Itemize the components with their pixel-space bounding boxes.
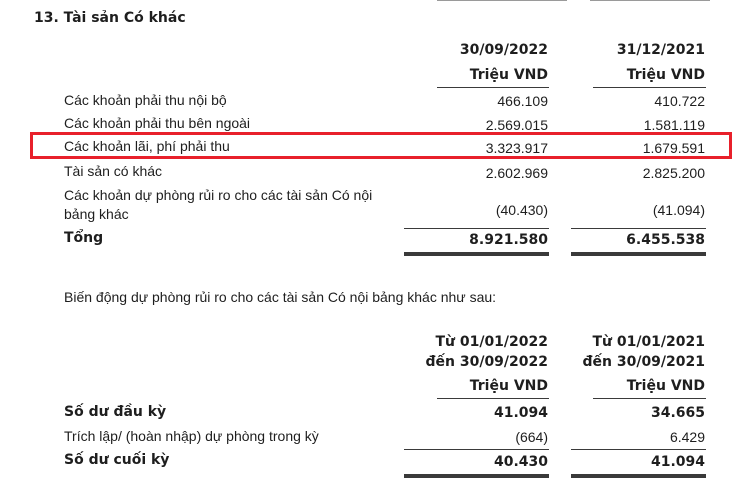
row-value-closing-balance-2021: 41.094 xyxy=(650,454,705,470)
row-label-internal-receivables: Các khoản phải thu nội bộ xyxy=(64,92,227,108)
row-value-provision-change-2022: (664) xyxy=(515,429,548,445)
row-value-external-receivables-2021: 1.581.119 xyxy=(643,117,705,133)
closing-top-rule-2 xyxy=(571,449,706,450)
total-top-rule-2 xyxy=(571,228,706,229)
table2-unit-1: Triệu VND xyxy=(469,378,548,394)
row-value-interest-fee-receivables-2022: 3.323.917 xyxy=(485,140,548,156)
movement-note: Biến động dự phòng rủi ro cho các tài sản Có nội bảng khác như sau: xyxy=(64,289,497,305)
row-value-total-2022: 8.921.580 xyxy=(469,232,548,248)
table2-header-underline-2 xyxy=(593,398,706,399)
row-value-internal-receivables-2022: 466.109 xyxy=(497,93,548,109)
header-underline-2 xyxy=(593,87,706,88)
column-header-date-2: 31/12/2021 xyxy=(616,42,705,58)
row-label-provision-line2: bảng khác xyxy=(64,206,129,222)
table2-header-2-line2: đến 30/09/2021 xyxy=(582,354,705,370)
column-unit-1: Triệu VND xyxy=(469,67,548,83)
row-value-other-assets-2021: 2.825.200 xyxy=(642,165,705,181)
row-label-provision-change: Trích lập/ (hoàn nhập) dự phòng trong kỳ xyxy=(64,428,319,444)
top-edge-line xyxy=(437,0,567,1)
section-title: 13. Tài sản Có khác xyxy=(34,10,186,26)
table2-header-1-line2: đến 30/09/2022 xyxy=(425,354,548,370)
row-label-total: Tổng xyxy=(64,230,104,246)
column-unit-2: Triệu VND xyxy=(626,67,705,83)
top-edge-line xyxy=(590,0,710,1)
row-label-interest-fee-receivables: Các khoản lãi, phí phải thu xyxy=(64,138,230,154)
row-value-external-receivables-2022: 2.569.015 xyxy=(485,117,548,133)
total-double-rule-2 xyxy=(571,252,706,256)
row-value-provision-change-2021: 6.429 xyxy=(669,429,705,445)
row-label-opening-balance: Số dư đầu kỳ xyxy=(64,404,167,420)
total-top-rule-1 xyxy=(404,228,549,229)
row-value-provision-2022: (40.430) xyxy=(495,202,548,218)
table2-header-underline-1 xyxy=(437,398,549,399)
table2-header-2-line1: Từ 01/01/2021 xyxy=(592,334,705,350)
table2-unit-2: Triệu VND xyxy=(626,378,705,394)
row-label-external-receivables: Các khoản phải thu bên ngoài xyxy=(64,115,251,131)
closing-double-rule-1 xyxy=(404,474,549,478)
table2-header-1-line1: Từ 01/01/2022 xyxy=(435,334,548,350)
column-header-date-1: 30/09/2022 xyxy=(459,42,548,58)
row-label-other-assets: Tài sản có khác xyxy=(64,163,163,179)
header-underline-1 xyxy=(437,87,549,88)
closing-top-rule-1 xyxy=(404,449,549,450)
row-value-opening-balance-2022: 41.094 xyxy=(493,405,548,421)
total-double-rule-1 xyxy=(404,252,549,256)
row-value-internal-receivables-2021: 410.722 xyxy=(654,93,705,109)
row-value-opening-balance-2021: 34.665 xyxy=(650,405,705,421)
closing-double-rule-2 xyxy=(571,474,706,478)
row-label-provision-line1: Các khoản dự phòng rủi ro cho các tài sản Có nội xyxy=(64,187,373,203)
row-value-closing-balance-2022: 40.430 xyxy=(493,454,548,470)
row-value-interest-fee-receivables-2021: 1.679.591 xyxy=(642,140,705,156)
row-label-closing-balance: Số dư cuối kỳ xyxy=(64,452,170,468)
row-value-provision-2021: (41.094) xyxy=(652,202,705,218)
row-value-total-2021: 6.455.538 xyxy=(626,232,705,248)
row-value-other-assets-2022: 2.602.969 xyxy=(485,165,548,181)
